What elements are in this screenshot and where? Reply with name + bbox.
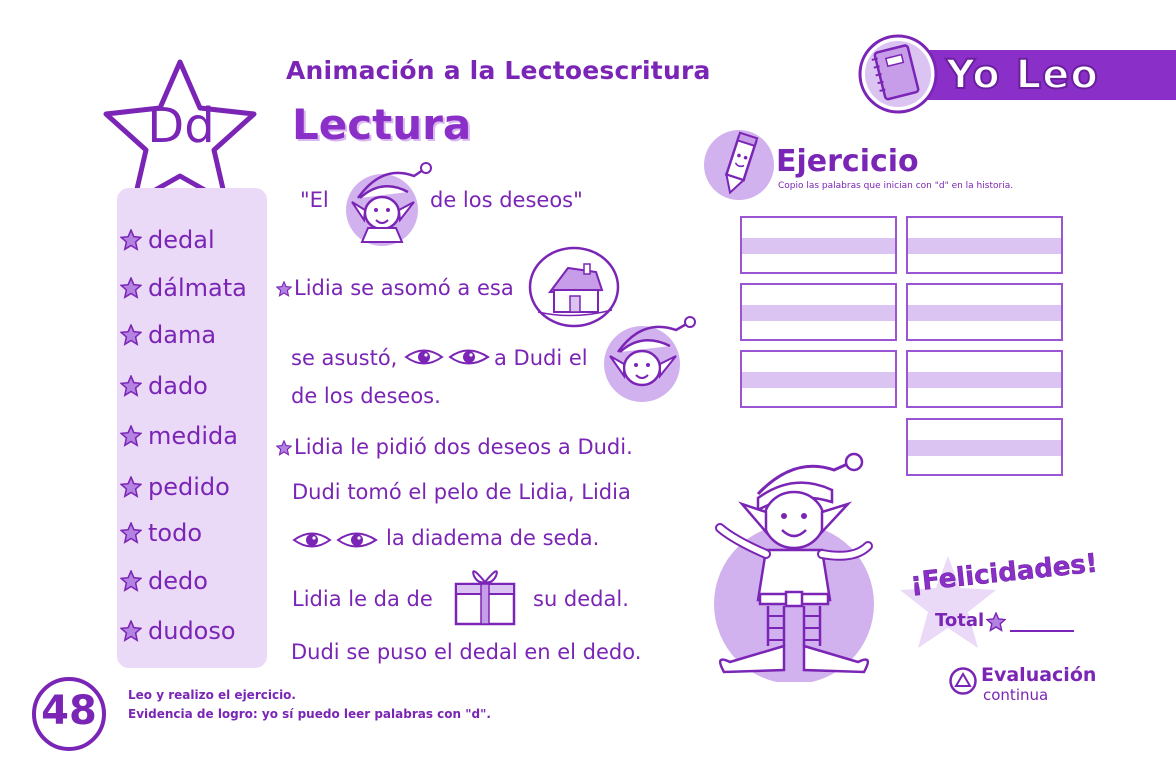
evaluation-title: Evaluación: [981, 664, 1097, 686]
word-text: dálmata: [148, 274, 247, 302]
word-text: dedal: [148, 226, 215, 254]
word-list-item: [120, 473, 230, 501]
answer-line: [742, 372, 895, 388]
exercise-instruction: Copio las palabras que inician con "d" en la historia.: [778, 181, 1014, 191]
story-line-6: la diadema de seda.: [386, 526, 600, 550]
story-line-4: [276, 435, 633, 459]
star-icon: [120, 522, 142, 544]
word-list-item: [120, 617, 236, 645]
word-text: dedo: [148, 567, 208, 595]
word-text: dama: [148, 321, 217, 349]
star-icon: [986, 612, 1006, 632]
star-icon: [120, 425, 142, 447]
star-icon: [120, 277, 142, 299]
answer-line: [742, 305, 895, 321]
ribbon-title: Yo Leo: [946, 52, 1099, 98]
story-line-2b: a Dudi el: [494, 346, 588, 370]
story-line-1-text: Lidia se asomó a esa: [294, 276, 514, 300]
word-list-item: [120, 567, 208, 595]
word-text: todo: [148, 519, 203, 547]
answer-line: [908, 305, 1061, 321]
story-title-open: "El: [300, 188, 329, 212]
check-circle-icon: [948, 666, 978, 696]
elf-icon: [338, 158, 432, 248]
answer-box-7[interactable]: [906, 418, 1063, 476]
story-line-3: de los deseos.: [291, 384, 441, 408]
felicidades-title: ¡Felicidades!: [908, 548, 1100, 598]
star-icon: [120, 620, 142, 642]
notebook-icon: [858, 34, 938, 114]
word-text: dudoso: [148, 617, 236, 645]
star-icon: [276, 440, 292, 456]
gift-box-icon: [452, 562, 518, 628]
answer-box-1[interactable]: [740, 216, 897, 274]
answer-box-2[interactable]: [906, 216, 1063, 274]
answer-line: [742, 238, 895, 254]
word-text: dado: [148, 372, 208, 400]
eyes-icon: [404, 344, 490, 370]
star-icon: [120, 375, 142, 397]
letter-badge-text: Dd: [147, 98, 215, 154]
word-list-item: [120, 422, 238, 450]
total-label: Total: [935, 610, 985, 631]
answer-box-4[interactable]: [906, 283, 1063, 341]
story-line-8: Dudi se puso el dedal en el dedo.: [291, 640, 642, 664]
pencil-icon: [702, 128, 776, 202]
exercise-title: Ejercicio: [776, 144, 919, 179]
word-list-item: [120, 226, 215, 254]
series-title: Animación a la Lectoescritura: [286, 56, 711, 85]
answer-line: [908, 372, 1061, 388]
word-list-item: [120, 372, 208, 400]
word-list-item: [120, 321, 216, 349]
story-line-4-text: Lidia le pidió dos deseos a Dudi.: [294, 435, 633, 459]
elf-icon: [596, 312, 700, 404]
answer-box-6[interactable]: [906, 350, 1063, 408]
star-icon: [120, 229, 142, 251]
star-icon: [276, 281, 292, 297]
word-text: pedido: [148, 473, 230, 501]
answer-line: [908, 440, 1061, 456]
word-list-item: [120, 274, 247, 302]
footer-instruction: Leo y realizo el ejercicio.: [128, 688, 296, 702]
answer-box-5[interactable]: [740, 350, 897, 408]
footer-evidence: Evidencia de logro: yo sí puedo leer palabras con "d".: [128, 707, 491, 721]
story-line-5: Dudi tomó el pelo de Lidia, Lidia: [292, 480, 631, 504]
star-icon: [120, 570, 142, 592]
page-number: 48: [41, 688, 97, 734]
star-icon: [120, 324, 142, 346]
evaluation-subtitle: continua: [983, 686, 1049, 704]
story-line-7a: Lidia le da de: [292, 587, 433, 611]
story-line-7b: su dedal.: [533, 587, 629, 611]
story-line-2a: se asustó,: [291, 346, 398, 370]
answer-line: [908, 238, 1061, 254]
answer-box-3[interactable]: [740, 283, 897, 341]
word-list-item: [120, 519, 202, 547]
story-line-1: [276, 276, 514, 300]
star-icon: [120, 476, 142, 498]
section-title: Lectura: [292, 100, 472, 149]
story-title-close: de los deseos": [430, 188, 583, 212]
word-text: medida: [148, 422, 238, 450]
total-answer-line[interactable]: [1010, 630, 1074, 632]
elf-icon: [684, 450, 900, 682]
eyes-icon: [292, 527, 378, 553]
